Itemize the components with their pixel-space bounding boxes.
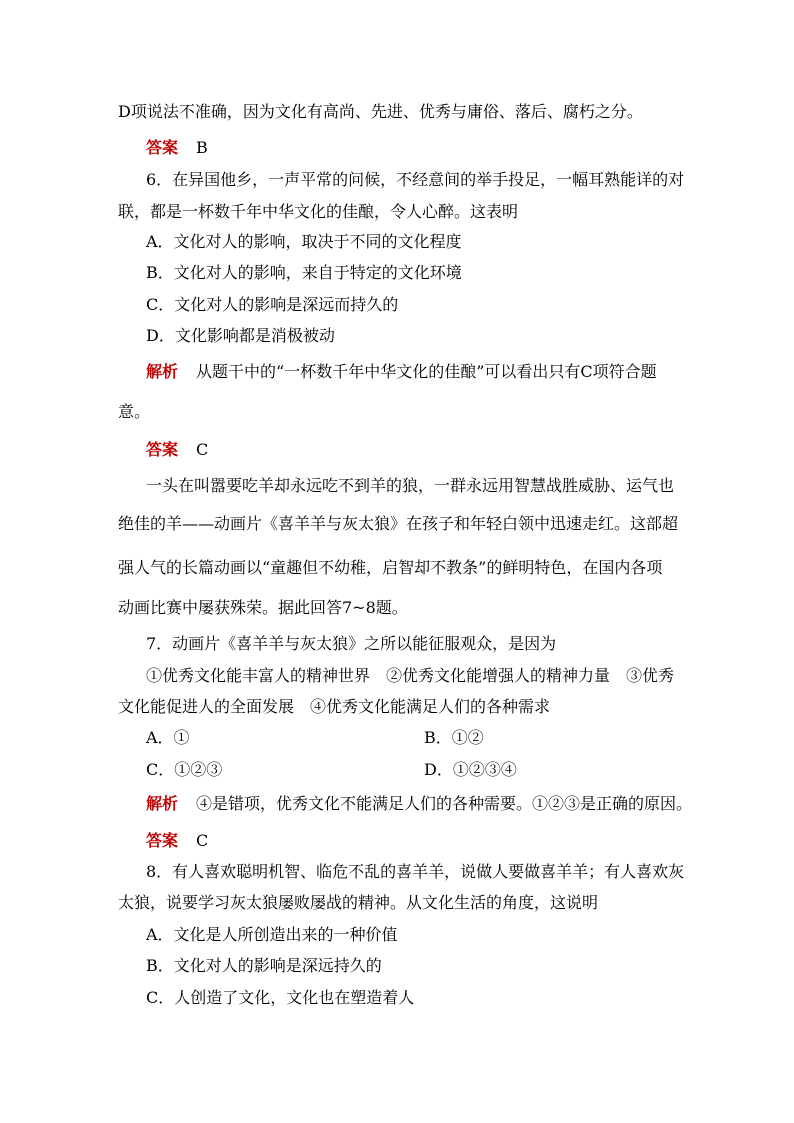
- question-8-option-c: C．人创造了文化，文化也在塑造着人: [146, 988, 415, 1007]
- analysis-line-6-cont: 意。: [118, 402, 151, 421]
- answer-value: C: [196, 831, 209, 850]
- question-7-stem: 7．动画片《喜羊羊与灰太狼》之所以能征服观众，是因为: [146, 634, 557, 653]
- question-7-option-c: C．①②③: [146, 760, 223, 779]
- answer-value: C: [196, 440, 209, 459]
- analysis-text: ④是错项，优秀文化不能满足人们的各种需要。①②③是正确的原因。: [196, 794, 693, 813]
- material-line-2: 绝佳的羊——动画片《喜羊羊与灰太狼》在孩子和年轻白领中迅速走红。这部超: [118, 514, 679, 533]
- question-8-stem-cont: 太狼，说要学习灰太狼屡败屡战的精神。从文化生活的角度，这说明: [118, 893, 599, 912]
- question-7-option-b: B．①②: [424, 728, 484, 747]
- question-6-option-a: A．文化对人的影响，取决于不同的文化程度: [146, 232, 462, 251]
- answer-label: 答案: [146, 440, 179, 459]
- material-line-4: 动画比赛中屡获殊荣。据此回答7~8题。: [118, 598, 408, 617]
- analysis-line-7: [146, 794, 692, 814]
- question-6-option-c: C．文化对人的影响是深远而持久的: [146, 295, 399, 314]
- question-8-option-a: A．文化是人所创造出来的一种价值: [146, 925, 398, 944]
- question-6-stem: 6．在异国他乡，一声平常的问候，不经意间的举手投足，一幅耳熟能详的对: [146, 170, 685, 189]
- question-6-option-d: D．文化影响都是消极被动: [146, 326, 335, 345]
- answer-line-7: [146, 831, 208, 851]
- question-8-stem: 8．有人喜欢聪明机智、临危不乱的喜羊羊，说做人要做喜羊羊；有人喜欢灰: [146, 862, 685, 881]
- question-7-items-cont: 文化能促进人的全面发展 ④优秀文化能满足人们的各种需求: [118, 697, 551, 716]
- answer-line-6: [146, 440, 208, 460]
- answer-line-5: [146, 138, 208, 158]
- analysis-label: 解析: [146, 794, 179, 813]
- material-line-1: 一头在叫嚣要吃羊却永远吃不到羊的狼，一群永远用智慧战胜威胁、运气也: [146, 476, 675, 495]
- question-8-option-b: B．文化对人的影响是深远持久的: [146, 956, 382, 975]
- answer-value: B: [196, 138, 208, 157]
- answer-label: 答案: [146, 138, 179, 157]
- analysis-text: 从题干中的“一杯数千年中华文化的佳酿”可以看出只有C项符合题: [196, 362, 657, 381]
- analysis-line-6: [146, 362, 657, 382]
- answer-label: 答案: [146, 831, 179, 850]
- material-line-3: 强人气的长篇动画以“童趣但不幼稚，启智却不教条”的鲜明特色，在国内各项: [118, 558, 663, 577]
- question-7-option-d: D．①②③④: [424, 760, 517, 779]
- analysis-label: 解析: [146, 362, 179, 381]
- question-7-items: ①优秀文化能丰富人的精神世界 ②优秀文化能增强人的精神力量 ③优秀: [146, 666, 675, 685]
- question-6-option-b: B．文化对人的影响，来自于特定的文化环境: [146, 263, 462, 282]
- text-line-d-explanation: D项说法不准确，因为文化有高尚、先进、优秀与庸俗、落后、腐朽之分。: [118, 102, 643, 121]
- question-6-stem-cont: 联，都是一杯数千年中华文化的佳酿，令人心醉。这表明: [118, 202, 519, 221]
- question-7-option-a: A．①: [146, 728, 190, 747]
